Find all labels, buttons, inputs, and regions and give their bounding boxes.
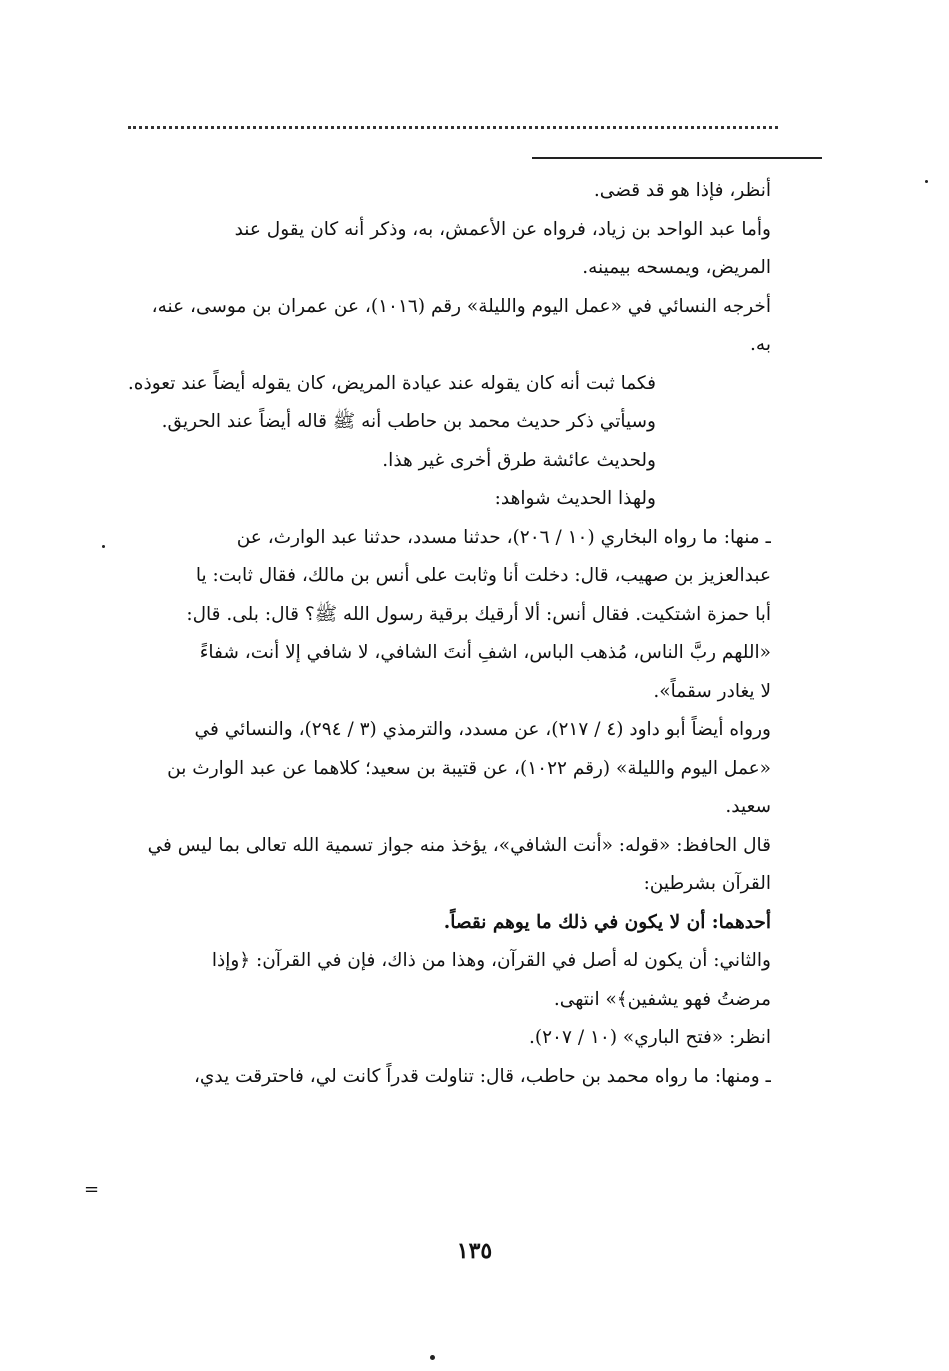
text-line: أخرجه النسائي في «عمل اليوم والليلة» رقم (١٠١٦)، عن عمران بن موسى، عنه،	[151, 295, 771, 317]
text-line: أحدهما: أن لا يكون في ذلك ما يوهم نقصاً.	[443, 911, 771, 933]
text-line: سعيد.	[725, 796, 771, 817]
continuation-mark: =	[84, 1179, 100, 1200]
text-line: فكما ثبت أنه كان يقوله عند عيادة المريض، كان يقوله أيضاً عند تعوذه.	[127, 372, 656, 394]
text-line: ورواه أيضاً أبو داود (٤ / ٢١٧)، عن مسدد، والترمذي (٣ / ٢٩٤)، والنسائي في	[194, 719, 771, 740]
text-line: ـ ومنها: ما رواه محمد بن حاطب، قال: تناولت قدراً كانت لي، فاحترقت يدي،	[193, 1065, 771, 1087]
text-line: انظر: «فتح الباري» (١٠ / ٢٠٧).	[529, 1027, 771, 1048]
text-line: قال الحافظ: «قوله: «أنت الشافي»، يؤخذ منه جواز تسمية الله تعالى بما ليس في	[147, 834, 771, 856]
text-line: لا يغادر سقماً».	[653, 680, 771, 702]
text-line: به.	[750, 334, 771, 355]
text-line: المريض، ويمسحه بيمينه.	[582, 257, 771, 278]
footnote-rule	[532, 157, 822, 159]
text-line: مرضتُ فهو يشفين﴾» انتهى.	[553, 988, 771, 1010]
body-text	[121, 172, 771, 1096]
text-line: «اللهم ربَّ الناس، مُذهب الباس، اشفِ أنتَ الشافي، لا شافي إلا أنت، شفاءً	[199, 642, 771, 663]
text-line: ولهذا الحديث شواهد:	[494, 488, 656, 509]
scan-speck	[925, 180, 928, 183]
scan-speck	[102, 545, 105, 548]
text-line: أنظر، فإذا هو قد قضى.	[593, 180, 771, 201]
text-line: أبا حمزة اشتكيت. فقال أنس: ألا أرقيك برقية رسول الله ﷺ؟ قال: بلى. قال:	[186, 603, 771, 625]
text-line: وأما عبد الواحد بن زياد، فرواه عن الأعمش، به، وذكر أنه كان يقول عند	[234, 218, 771, 240]
text-line: عبدالعزيز بن صهيب، قال: دخلت أنا وثابت على أنس بن مالك، فقال ثابت: يا	[195, 565, 771, 586]
text-line: «عمل اليوم والليلة» (رقم ١٠٢٢)، عن قتيبة بن سعيد؛ كلاهما عن عبد الوارث بن	[167, 757, 771, 779]
text-line: ـ منها: ما رواه البخاري (١٠ / ٢٠٦)، حدثنا مسدد، حدثنا عبد الوارث، عن	[236, 526, 771, 548]
text-line: القرآن بشرطين:	[643, 873, 771, 894]
text-line: والثاني: أن يكون له أصل في القرآن، وهذا من ذاك، فإن في القرآن: ﴿وإذا	[211, 950, 771, 971]
text-line: وسيأتي ذكر حديث محمد بن حاطب أنه ﷺ قاله أيضاً عند الحريق.	[161, 411, 656, 432]
text-line: ولحديث عائشة طرق أخرى غير هذا.	[382, 449, 656, 471]
scan-speck	[430, 1355, 435, 1360]
page-number: ١٣٥	[456, 1238, 493, 1264]
dotted-separator	[128, 126, 778, 129]
